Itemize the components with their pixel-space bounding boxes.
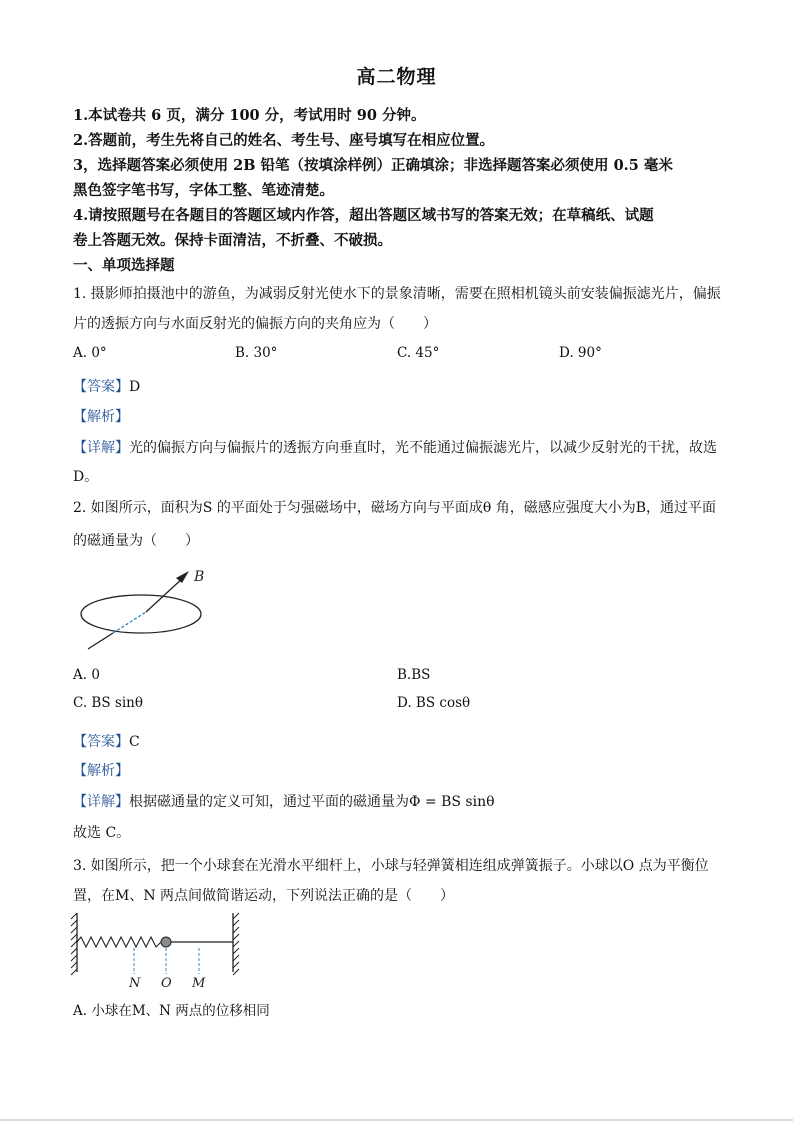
detail-tag: 【详解】 [73, 794, 129, 810]
q1-option-c: C. 45° [397, 345, 440, 361]
spring [77, 937, 162, 947]
q2-stem-line2: 的磁通量为（ ） [73, 533, 199, 549]
q1-detail-text: 光的偏振方向与偏振片的透振方向垂直时，光不能通过偏振滤光片，以减少反射光的干扰，故选 [129, 440, 717, 456]
analysis-tag: 【解析】 [73, 409, 129, 425]
detail-tag: 【详解】 [73, 440, 129, 456]
q1-option-a: A. 0° [73, 345, 107, 361]
q2-answer [73, 731, 140, 751]
q2-option-a: A. 0 [73, 667, 100, 683]
q2-magnetic-flux-figure [70, 562, 220, 657]
instruction-3-cont: 黑色签字笔书写，字体工整、笔迹清楚。 [73, 182, 334, 199]
field-b-label: B [194, 569, 205, 585]
section-heading: 一、单项选择题 [73, 257, 175, 274]
q2-analysis [73, 760, 129, 780]
q2-option-b: B.BS [397, 667, 431, 683]
q3-spring-oscillator-figure [68, 910, 248, 992]
ball [161, 937, 171, 947]
q1-option-b: B. 30° [235, 345, 278, 361]
point-m-label: M [192, 976, 206, 991]
point-o-label: O [161, 976, 172, 991]
q2-option-c: C. BS sinθ [73, 695, 143, 711]
q3-option-a: A. 小球在M、N 两点的位移相同 [73, 1003, 270, 1019]
instruction-1: 1.本试卷共 6 页，满分 100 分，考试用时 90 分钟。 [73, 107, 426, 124]
answer-tag: 【答案】 [73, 379, 129, 395]
q2-stem-line1: 2. 如图所示，面积为S 的平面处于匀强磁场中，磁场方向与平面成θ 角，磁感应强度大小为B，通过平面 [73, 500, 717, 516]
page-title: 高二物理 [356, 66, 437, 88]
analysis-tag: 【解析】 [73, 763, 129, 779]
q2-conclusion: 故选 C。 [73, 825, 131, 841]
q2-option-d: D. BS cosθ [397, 695, 471, 711]
page-bottom-rule [0, 1119, 793, 1121]
q1-detail-line2: D。 [73, 469, 99, 485]
instruction-3: 3，选择题答案必须使用 2B 铅笔（按填涂样例）正确填涂；非选择题答案必须使用 0.5 毫米 [73, 157, 673, 174]
q1-answer-value: D [129, 379, 141, 395]
q3-stem-line2: 置，在M、N 两点间做简谐运动，下列说法正确的是（ ） [73, 888, 455, 904]
instruction-2: 2.答题前，考生先将自己的姓名、考生号、座号填写在相应位置。 [73, 132, 495, 149]
q1-answer [73, 376, 140, 396]
q1-stem-line2: 片的透振方向与水面反射光的偏振方向的夹角应为（ ） [73, 316, 437, 332]
answer-tag: 【答案】 [73, 734, 129, 750]
q1-option-d: D. 90° [559, 345, 602, 361]
instruction-4-cont: 卷上答题无效。保持卡面清洁，不折叠、不破损。 [73, 232, 392, 249]
q1-analysis [73, 406, 129, 426]
q2-detail-text: 根据磁通量的定义可知，通过平面的磁通量为Φ = BS sinθ [129, 794, 495, 810]
q1-stem-line1: 1. 摄影师拍摄池中的游鱼，为减弱反射光使水下的景象清晰，需要在照相机镜头前安装偏振滤光片，偏振 [73, 286, 721, 302]
q3-stem-line1: 3. 如图所示，把一个小球套在光滑水平细杆上，小球与轻弹簧相连组成弹簧振子。小球以O 点为平衡位 [73, 858, 709, 874]
q2-answer-value: C [129, 734, 140, 750]
q2-detail [73, 791, 495, 811]
instruction-4: 4.请按照题号在各题目的答题区域内作答，超出答题区域书写的答案无效；在草稿纸、试题 [73, 207, 654, 224]
point-n-label: N [129, 976, 141, 991]
q1-detail [73, 437, 717, 457]
